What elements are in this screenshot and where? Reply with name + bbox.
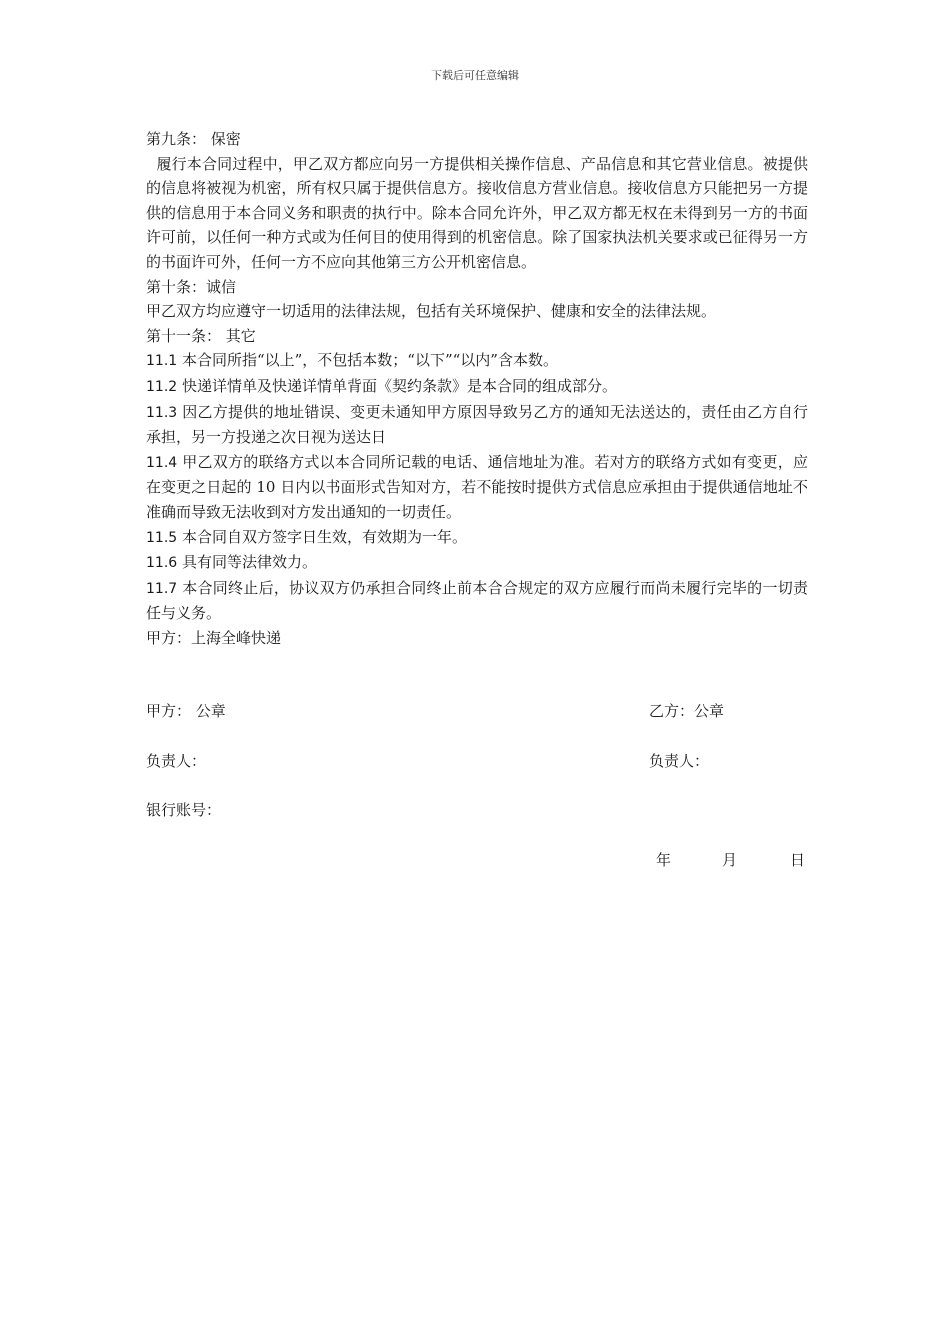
clause-11-4 [146,450,808,525]
clause-11-7 [146,576,808,626]
item-number: 11.2 [146,378,178,395]
clause-9-text: 履行本合同过程中，甲乙双方都应向另一方提供相关操作信息、产品信息和其它营业信息。被提供的信息将被视为机密，所有权只属于提供信息方。接收信息方营业信息。接收信息方只能把另一方提供的信息用于本合同义务和职责的执行中。除本合同允许外，甲乙双方都无权在未得到另一方的书面许可前，以任何一种方式或为任何目的使用得到的机密信息。除了国家执法机关要求或已征得另一方的书面许可外，任何一方不应向其他第三方公开机密信息。 [146,154,808,271]
clause-11-heading: 第十一条： 其它 [146,326,256,345]
party-a-seal-label: 甲方： 公章 [146,702,226,720]
clause-10-heading: 第十条：诚信 [146,277,237,296]
item-text: 快递详情单及快递详情单背面《契约条款》是本合同的组成部分。 [181,376,617,395]
date-day: 日 [790,851,806,869]
item-text: 本合同所指“以上”，不包括本数；“以下”“以内”含本数。 [181,351,558,370]
date-year: 年 [656,851,672,869]
item-number: 11.6 [146,555,178,572]
date-month: 月 [722,851,738,869]
party-b-rep-label: 负责人： [649,752,710,770]
item-text: 因乙方提供的地址错误、变更未通知甲方原因导致另乙方的通知无法送达的，责任由乙方自行承担，另一方投递之次日视为送达日 [146,402,808,447]
clause-9-heading: 第九条： 保密 [146,130,241,148]
item-number: 11.7 [146,580,178,597]
contract-body [146,127,808,650]
clause-10-text: 甲乙双方均应遵守一切适用的法律法规，包括有关环境保护、健康和安全的法律法规。 [146,302,717,321]
clause-11-1 [146,348,808,374]
clause-11-3 [146,400,808,450]
party-a-rep-label: 负责人： [146,752,207,770]
clause-11-2 [146,374,808,400]
clause-11-5 [146,525,808,551]
item-text: 具有同等法律效力。 [181,553,317,572]
item-number: 11.5 [146,529,178,546]
item-number: 11.1 [146,353,178,370]
party-b-seal-label: 乙方：公章 [649,702,725,720]
party-a-name: 甲方：上海全峰快递 [146,628,282,647]
bank-account-label: 银行账号： [146,801,222,819]
item-text: 本合同终止后，协议双方仍承担合同终止前本合合规定的双方应履行而尚未履行完毕的一切责任与义务。 [146,578,808,623]
page-header: 下载后可任意编辑 [431,69,519,82]
item-text: 甲乙双方的联络方式以本合同所记载的电话、通信地址为准。若对方的联络方式如有变更，应在变更之日起的 10 日内以书面形式告知对方，若不能按时提供方式信息应承担由于提供通信地址不准确而导致无法收到对方发出通知的一切责任。 [146,452,808,521]
item-number: 11.3 [146,404,178,421]
item-number: 11.4 [146,454,178,471]
clause-11-6 [146,550,808,576]
item-text: 本合同自双方签字日生效，有效期为一年。 [181,527,467,546]
